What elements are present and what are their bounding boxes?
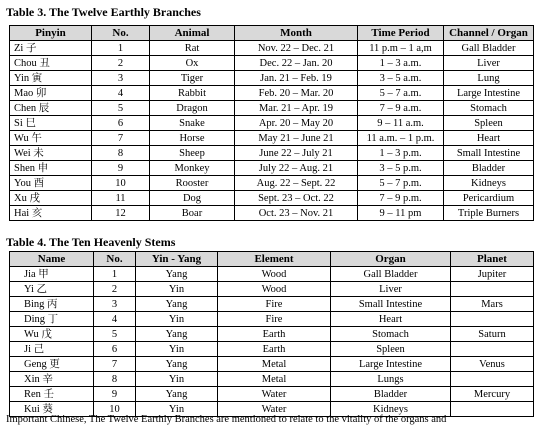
table-cell: Xin 辛 [10, 372, 94, 387]
table-cell: Gall Bladder [331, 267, 451, 282]
table-row [10, 161, 534, 176]
table-row [10, 297, 534, 312]
table-cell: 4 [94, 312, 136, 327]
table-cell: Liver [444, 56, 534, 71]
table-cell: Yang [136, 267, 218, 282]
table-cell: Geng 更 [10, 357, 94, 372]
table-row [10, 206, 534, 221]
table-cell: Pericardium [444, 191, 534, 206]
table-cell: Fire [218, 312, 331, 327]
table-cell: 2 [94, 282, 136, 297]
table-cell: Large Intestine [331, 357, 451, 372]
footer-text-fragment: Important Chinese, The Twelve Earthly Branches are mentioned to relate to the vitality of the organs and [6, 414, 447, 425]
column-header: Organ [331, 252, 451, 267]
table-cell: 10 [92, 176, 150, 191]
table3-caption: Table 3. The Twelve Earthly Branches [6, 5, 201, 19]
column-header: Element [218, 252, 331, 267]
table-cell: Wood [218, 267, 331, 282]
table-cell: Kidneys [331, 402, 451, 417]
table-row [10, 56, 534, 71]
table-cell: Lung [444, 71, 534, 86]
table-row [10, 86, 534, 101]
table-cell: Apr. 20 – May 20 [235, 116, 358, 131]
table-cell: Liver [331, 282, 451, 297]
table-cell: 9 [94, 387, 136, 402]
table-cell: 5 [94, 327, 136, 342]
table-cell: 1 [92, 41, 150, 56]
table-cell: Mercury [451, 387, 534, 402]
table-cell: Rabbit [150, 86, 235, 101]
table-cell: 5 – 7 p.m. [358, 176, 444, 191]
table-cell: Stomach [444, 101, 534, 116]
table-cell: 8 [94, 372, 136, 387]
table-cell: 1 [94, 267, 136, 282]
table-cell: Sept. 23 – Oct. 22 [235, 191, 358, 206]
table-cell: Dog [150, 191, 235, 206]
table-cell: Bing 丙 [10, 297, 94, 312]
table-cell: Mao 卯 [10, 86, 92, 101]
table-row [10, 282, 534, 297]
table-cell: Wu 戊 [10, 327, 94, 342]
column-header: Pinyin [10, 26, 92, 41]
earthly-branches-table [9, 25, 534, 221]
table-cell: Rat [150, 41, 235, 56]
column-header: Planet [451, 252, 534, 267]
table4-header-row [10, 252, 534, 267]
table-cell: Ox [150, 56, 235, 71]
table-cell: Wood [218, 282, 331, 297]
table-cell: Water [218, 387, 331, 402]
table-cell: Spleen [444, 116, 534, 131]
table-row [10, 372, 534, 387]
table-cell: 5 [92, 101, 150, 116]
table-cell: Yin [136, 402, 218, 417]
column-header: Channel / Organ [444, 26, 534, 41]
table-cell [451, 402, 534, 417]
table-cell: 11 p.m – 1 a,m [358, 41, 444, 56]
table-cell: 7 – 9 a.m. [358, 101, 444, 116]
table-cell: Dec. 22 – Jan. 20 [235, 56, 358, 71]
table-cell: Shen 申 [10, 161, 92, 176]
table-cell: Oct. 23 – Nov. 21 [235, 206, 358, 221]
table-cell: Jia 甲 [10, 267, 94, 282]
table-cell: 11 a.m. – 1 p.m. [358, 131, 444, 146]
column-header: Time Period [358, 26, 444, 41]
table-cell: 9 [92, 161, 150, 176]
table-cell: Yin [136, 342, 218, 357]
table-cell: Earth [218, 342, 331, 357]
table-cell: Heart [331, 312, 451, 327]
table3-header-row [10, 26, 534, 41]
table-cell: 7 [92, 131, 150, 146]
table-cell: 4 [92, 86, 150, 101]
table-cell: Fire [218, 297, 331, 312]
table-cell: Snake [150, 116, 235, 131]
table-cell: 9 – 11 a.m. [358, 116, 444, 131]
table-cell: Tiger [150, 71, 235, 86]
column-header: Name [10, 252, 94, 267]
table-cell: Hai 亥 [10, 206, 92, 221]
table-cell: Metal [218, 357, 331, 372]
table-cell: Mar. 21 – Apr. 19 [235, 101, 358, 116]
table-cell: 8 [92, 146, 150, 161]
table-cell: Bladder [444, 161, 534, 176]
table-cell: Yang [136, 297, 218, 312]
table-cell: Yang [136, 387, 218, 402]
table-cell: Si 巳 [10, 116, 92, 131]
table-row [10, 116, 534, 131]
table-cell: Gall Bladder [444, 41, 534, 56]
table-cell [451, 342, 534, 357]
table-cell: 1 – 3 p.m. [358, 146, 444, 161]
table-row [10, 176, 534, 191]
table-cell: Xu 戌 [10, 191, 92, 206]
table-row [10, 312, 534, 327]
table-row [10, 357, 534, 372]
table-cell: 12 [92, 206, 150, 221]
table-cell: 5 – 7 a.m. [358, 86, 444, 101]
table-row [10, 191, 534, 206]
table-cell: Kidneys [444, 176, 534, 191]
table-cell: Zi 子 [10, 41, 92, 56]
table-cell: You 酉 [10, 176, 92, 191]
table-cell: Yin [136, 282, 218, 297]
table-row [10, 387, 534, 402]
table-cell: Rooster [150, 176, 235, 191]
table-cell: Venus [451, 357, 534, 372]
table-cell: Yang [136, 327, 218, 342]
heavenly-stems-table [9, 251, 534, 417]
table-cell: Ji 己 [10, 342, 94, 357]
table-cell: 2 [92, 56, 150, 71]
column-header: Month [235, 26, 358, 41]
table-cell: Mars [451, 297, 534, 312]
table-cell: Metal [218, 372, 331, 387]
table-cell [451, 282, 534, 297]
column-header: Yin - Yang [136, 252, 218, 267]
table4-caption: Table 4. The Ten Heavenly Stems [6, 235, 176, 249]
table-cell: 3 – 5 p.m. [358, 161, 444, 176]
column-header: Animal [150, 26, 235, 41]
table-cell: 3 [94, 297, 136, 312]
table-row [10, 41, 534, 56]
table-cell: 9 – 11 pm [358, 206, 444, 221]
table-cell: Yi 乙 [10, 282, 94, 297]
table-cell: Nov. 22 – Dec. 21 [235, 41, 358, 56]
table-cell: June 22 – July 21 [235, 146, 358, 161]
table-row [10, 71, 534, 86]
table-cell: July 22 – Aug. 21 [235, 161, 358, 176]
table-cell: Water [218, 402, 331, 417]
table-cell: Chen 辰 [10, 101, 92, 116]
table-cell: Earth [218, 327, 331, 342]
table-cell: Saturn [451, 327, 534, 342]
table-cell: Large Intestine [444, 86, 534, 101]
table-cell [451, 312, 534, 327]
table-cell: Monkey [150, 161, 235, 176]
table-cell: 1 – 3 a.m. [358, 56, 444, 71]
table-cell: May 21 – June 21 [235, 131, 358, 146]
table-cell: Horse [150, 131, 235, 146]
table-cell: 3 – 5 a.m. [358, 71, 444, 86]
table-cell: Jan. 21 – Feb. 19 [235, 71, 358, 86]
table-cell: Aug. 22 – Sept. 22 [235, 176, 358, 191]
table-cell: Wu 午 [10, 131, 92, 146]
table-row [10, 327, 534, 342]
table-cell: Kui 葵 [10, 402, 94, 417]
table-cell: Dragon [150, 101, 235, 116]
table-cell: Jupiter [451, 267, 534, 282]
table-cell: Spleen [331, 342, 451, 357]
table-row [10, 101, 534, 116]
table-cell: Yin 寅 [10, 71, 92, 86]
table-cell: Chou 丑 [10, 56, 92, 71]
table-cell: Ding 丁 [10, 312, 94, 327]
table-cell: Yin [136, 312, 218, 327]
table-cell: Stomach [331, 327, 451, 342]
column-header: No. [94, 252, 136, 267]
column-header: No. [92, 26, 150, 41]
table-row [10, 267, 534, 282]
table-cell: 11 [92, 191, 150, 206]
table-cell: 6 [92, 116, 150, 131]
table-cell: Triple Burners [444, 206, 534, 221]
table-cell: 7 [94, 357, 136, 372]
table-row [10, 342, 534, 357]
table-cell: Lungs [331, 372, 451, 387]
table-cell: Heart [444, 131, 534, 146]
table-cell: Bladder [331, 387, 451, 402]
table-cell: 7 – 9 p.m. [358, 191, 444, 206]
table-cell: Yin [136, 372, 218, 387]
table-row [10, 146, 534, 161]
table-cell: Wei 未 [10, 146, 92, 161]
table-cell: Sheep [150, 146, 235, 161]
table-cell: 3 [92, 71, 150, 86]
table-cell: Feb. 20 – Mar. 20 [235, 86, 358, 101]
table-cell [451, 372, 534, 387]
table-cell: Ren 壬 [10, 387, 94, 402]
table-cell: 6 [94, 342, 136, 357]
table-cell: 10 [94, 402, 136, 417]
table-cell: Small Intestine [331, 297, 451, 312]
table-cell: Yang [136, 357, 218, 372]
table-cell: Boar [150, 206, 235, 221]
table-row [10, 131, 534, 146]
table-cell: Small Intestine [444, 146, 534, 161]
